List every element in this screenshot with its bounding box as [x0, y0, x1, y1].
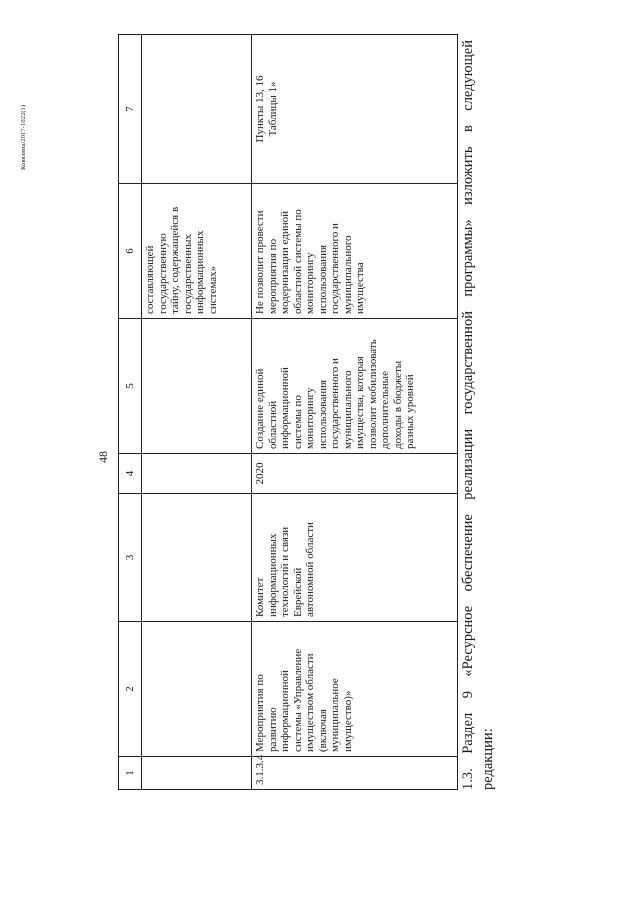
- header-cell-6: 6: [119, 184, 142, 319]
- cell-year: 2020: [252, 454, 458, 494]
- page-number: 48: [96, 451, 110, 463]
- cell-consequence: Не позволит провести мероприятия по модернизации единой областной системы по мониторингу использования государственного и муниципального имущества: [252, 184, 458, 319]
- program-table: [118, 34, 458, 790]
- cell-result: Создание единой областной информационной системы по мониторингу использования государственного и муниципального имущества, которая позволит мобилизовать дополнительные доходы в бюджеты разных уровней: [252, 319, 458, 454]
- cell-number: 3.1.3.4: [252, 757, 458, 790]
- table-row-continuation: [142, 35, 252, 790]
- cell-empty: [142, 319, 252, 454]
- cell-indicators: Пункты 13, 16 Таблицы 1»: [252, 35, 458, 184]
- header-cell-7: 7: [119, 35, 142, 184]
- cell-executor: Комитет информационных технологий и связи Еврейской автономной области: [252, 494, 458, 622]
- cell-measure: Мероприятия по развитию информационной системы «Управление имуществом области (включая муниципальное имущество)»: [252, 622, 458, 757]
- cell-empty: [142, 35, 252, 184]
- header-cell-4: 4: [119, 454, 142, 494]
- cell-empty: [142, 494, 252, 622]
- cell-empty: [142, 454, 252, 494]
- cell-empty: [142, 622, 252, 757]
- header-cell-2: 2: [119, 622, 142, 757]
- table-header-row: [119, 35, 142, 790]
- header-cell-5: 5: [119, 319, 142, 454]
- paragraph-line-1: 1.3. Раздел 9 «Ресурсное обеспечение реализации государственной программы» изложить в следующей: [460, 40, 476, 790]
- header-cell-3: 3: [119, 494, 142, 622]
- cell-continuation-risk: составляющей государственную тайну, содержащейся в государственных информационных системах»: [142, 184, 252, 319]
- header-cell-1: 1: [119, 757, 142, 790]
- document-code: Ковязина/2017-1022(1): [20, 104, 27, 170]
- paragraph-line-2: редакции:: [480, 728, 496, 790]
- cell-empty: [142, 757, 252, 790]
- table-row: [252, 35, 458, 790]
